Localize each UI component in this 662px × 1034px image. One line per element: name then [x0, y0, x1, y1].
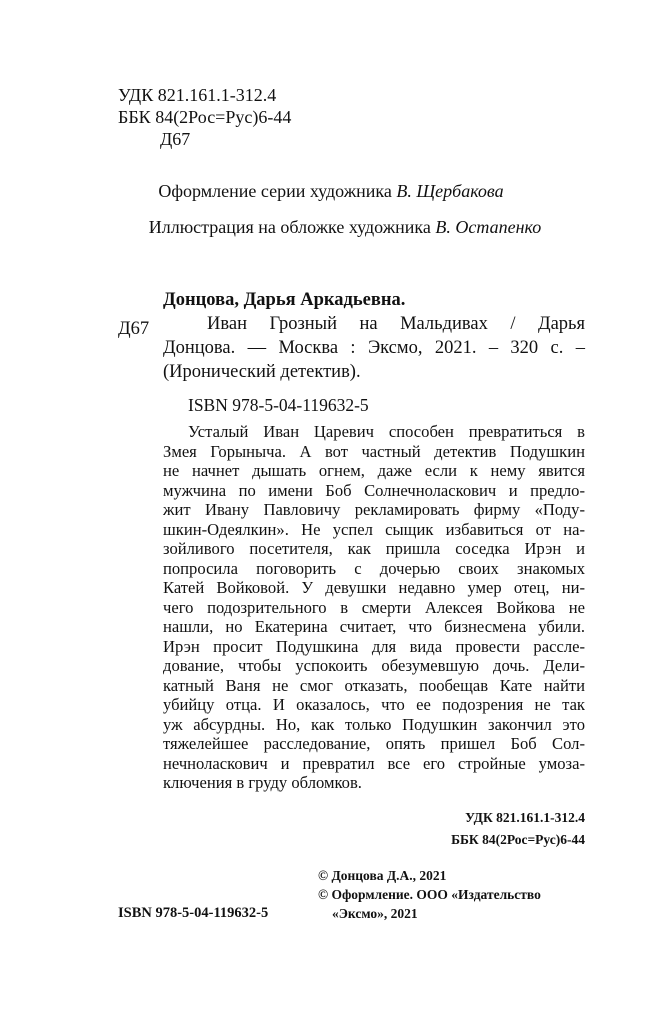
- abstract-line: зойливого посетителя, как пришла соседка Ирэн и: [163, 539, 585, 558]
- credit-name: В. Остапенко: [435, 217, 542, 237]
- abstract-line: уж абсурдны. Но, как только Подушкин закончил это: [163, 714, 585, 734]
- udk-code: 821.161.1-312.4: [157, 85, 277, 105]
- abstract-line: катный Ваня не смог отказать, пообещав Кате найти: [163, 675, 585, 695]
- copyright-design: © Оформление. ООО «Издательство: [318, 887, 541, 902]
- abstract-line: Змея Горыныча. А вот частный детектив Подушкин: [163, 441, 585, 461]
- abstract-line: не начнет дышать огнем, даже если к нему явится: [163, 461, 585, 480]
- abstract-line: ключения в груду обломков.: [163, 773, 362, 792]
- bbk-code: 84(2Рос=Рус)6-44: [155, 107, 292, 127]
- record-code: Д67: [118, 319, 150, 339]
- copyright-publisher: «Эксмо», 2021: [332, 906, 418, 921]
- isbn: ISBN 978-5-04-119632-5: [188, 395, 369, 415]
- footer-isbn: ISBN 978-5-04-119632-5: [118, 905, 269, 921]
- abstract-line: нечноласкович и превратил все его стройные умоза-: [163, 753, 585, 773]
- abstract-line: Ирэн просит Подушкина для вида провести рассле-: [163, 636, 585, 656]
- udk-line: [118, 84, 276, 106]
- abstract-line: жит Ивану Павловичу рекламировать фирму «Поду-: [163, 500, 585, 519]
- bbk-line: [118, 106, 291, 128]
- abstract-line: дование, чтобы успокоить обезумевшую дочь. Дели-: [163, 656, 585, 675]
- bbk-classification: ББК 84(2Рос=Рус)6-44: [451, 832, 585, 847]
- author-mark: Д67: [160, 129, 191, 149]
- title-line: Иван Грозный на Мальдивах / Дарья: [207, 314, 585, 334]
- abstract-line: чего подозрительного в смерти Алексея Войкова не: [163, 597, 585, 617]
- udk-label: УДК: [118, 85, 154, 105]
- bbk-label: ББК: [118, 107, 151, 127]
- abstract-line: нашли, но Екатерина считает, что бизнесмена убили.: [163, 617, 585, 636]
- abstract-line: попросила поговорить с дочерью своих знакомых: [163, 558, 585, 578]
- credit-text: Иллюстрация на обложке художника: [148, 217, 431, 237]
- title-line: (Иронический детектив).: [163, 362, 361, 382]
- udk-classification: УДК 821.161.1-312.4: [465, 810, 585, 825]
- cover-illustration-credit: [0, 216, 662, 238]
- credit-text: Оформление серии художника: [158, 181, 392, 201]
- abstract-line: Усталый Иван Царевич способен превратиться в: [188, 422, 585, 441]
- abstract-line: Катей Войковой. У девушки недавно умер отец, ни-: [163, 578, 585, 597]
- author-heading: Донцова, Дарья Аркадьевна.: [163, 290, 406, 310]
- series-design-credit: [0, 180, 662, 202]
- copyright-author: © Донцова Д.А., 2021: [318, 868, 447, 883]
- credit-name: В. Щербакова: [396, 181, 504, 201]
- title-line: Донцова. — Москва : Эксмо, 2021. – 320 с. –: [163, 338, 585, 358]
- abstract-line: мужчина по имени Боб Солнечноласкович и предло-: [163, 480, 585, 500]
- abstract-line: шкин-Одеялкин». Не успел сыщик избавиться от на-: [163, 519, 585, 539]
- abstract-line: убийцу отца. И оказалось, что ее подозрения не так: [163, 695, 585, 714]
- abstract-line: тяжелейшее расследование, опять пришел Боб Сол-: [163, 734, 585, 753]
